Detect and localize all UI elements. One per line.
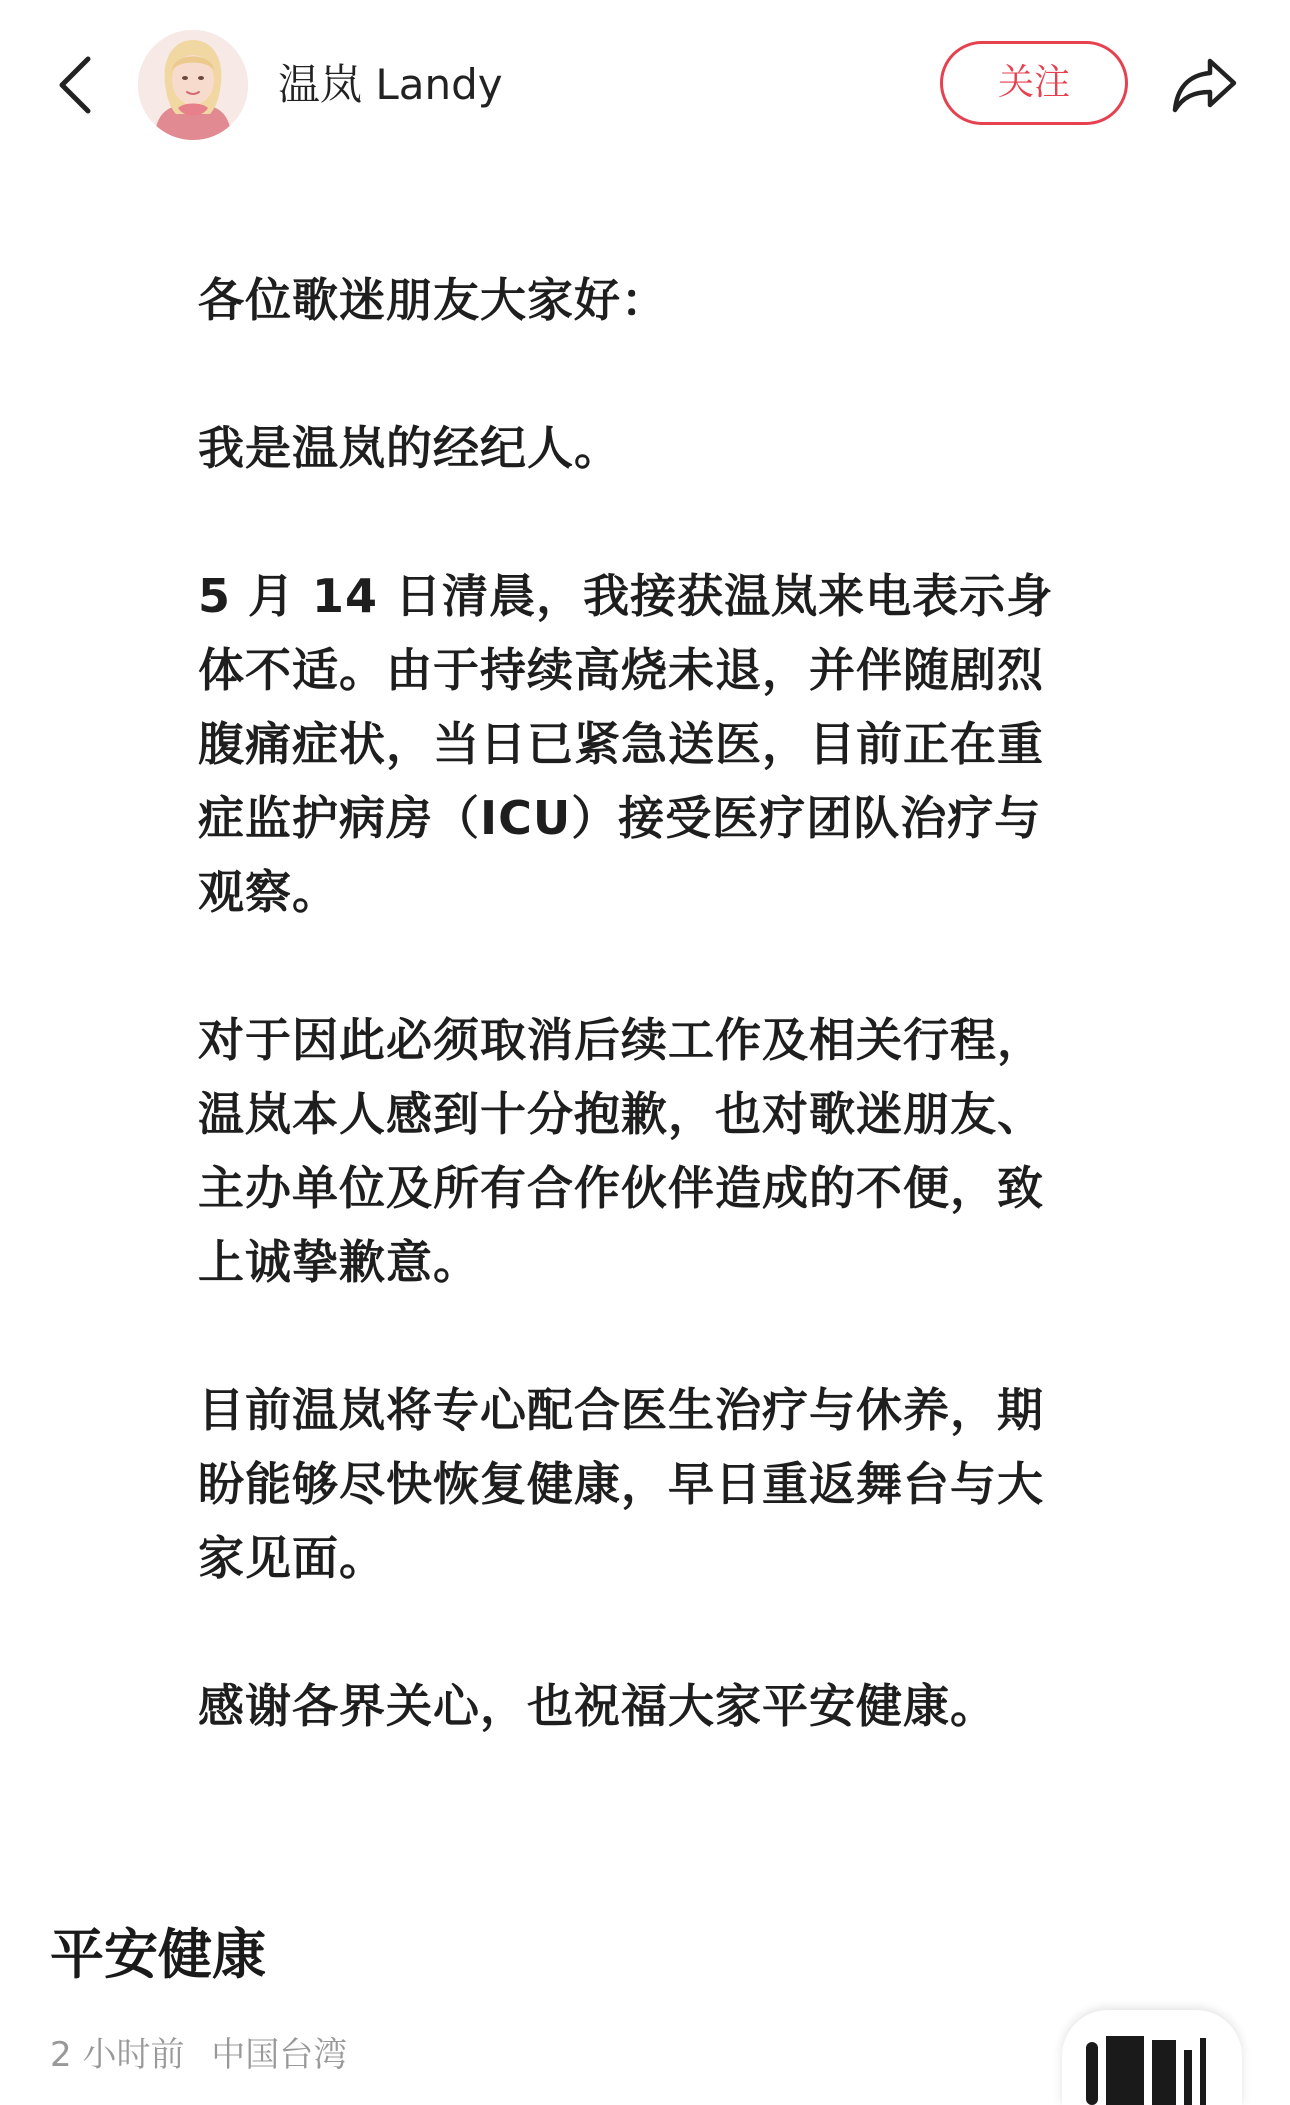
post-line bbox=[198, 337, 1103, 411]
post-line bbox=[198, 1595, 1103, 1669]
post-header bbox=[0, 0, 1290, 170]
post-line bbox=[198, 485, 1103, 559]
post-line: 温岚本人感到十分抱歉，也对歌迷朋友、 bbox=[198, 1087, 1044, 1141]
follow-button[interactable]: 关注 bbox=[940, 41, 1128, 125]
post-body bbox=[198, 263, 1103, 1743]
post-line: 体不适。由于持续高烧未退，并伴随剧烈 bbox=[198, 643, 1044, 697]
post-line: 盼能够尽快恢复健康，早日重返舞台与大 bbox=[198, 1457, 1044, 1511]
share-button[interactable] bbox=[1160, 45, 1250, 125]
post-line: 症监护病房（ICU）接受医疗团队治疗与 bbox=[198, 791, 1042, 845]
post-line: 主办单位及所有合作伙伴造成的不便，致 bbox=[198, 1161, 1044, 1215]
post-line bbox=[198, 929, 1103, 1003]
back-button[interactable] bbox=[40, 40, 110, 130]
post-line: 感谢各界关心，也祝福大家平安健康。 bbox=[198, 1679, 997, 1733]
chevron-left-icon bbox=[55, 53, 95, 117]
post-line: 我是温岚的经纪人。 bbox=[198, 421, 621, 475]
post-line bbox=[198, 1299, 1103, 1373]
post-time: 2 小时前 bbox=[50, 2035, 185, 2075]
post-line: 观察。 bbox=[198, 865, 339, 919]
post-line: 上诚挚歉意。 bbox=[198, 1235, 480, 1289]
post-line: 对于因此必须取消后续工作及相关行程， bbox=[198, 1013, 1044, 1067]
author-name[interactable]: 温岚 Landy bbox=[278, 60, 503, 109]
author-avatar[interactable] bbox=[138, 30, 248, 140]
avatar-image bbox=[138, 30, 248, 140]
post-line: 各位歌迷朋友大家好： bbox=[198, 273, 668, 327]
post-line: 5 月 14 日清晨，我接获温岚来电表示身 bbox=[198, 569, 1054, 623]
post-meta bbox=[50, 2030, 347, 2080]
post-line: 目前温岚将专心配合医生治疗与休养，期 bbox=[198, 1383, 1044, 1437]
post-title: 平安健康 bbox=[50, 1923, 266, 1986]
post-line: 腹痛症状，当日已紧急送医，目前正在重 bbox=[198, 717, 1044, 771]
share-arrow-icon bbox=[1170, 55, 1240, 115]
post-location: 中国台湾 bbox=[211, 2035, 348, 2075]
partial-glyph-icon bbox=[1062, 2010, 1242, 2105]
floating-action-bar[interactable] bbox=[1062, 2010, 1242, 2105]
post-line: 家见面。 bbox=[198, 1531, 386, 1585]
